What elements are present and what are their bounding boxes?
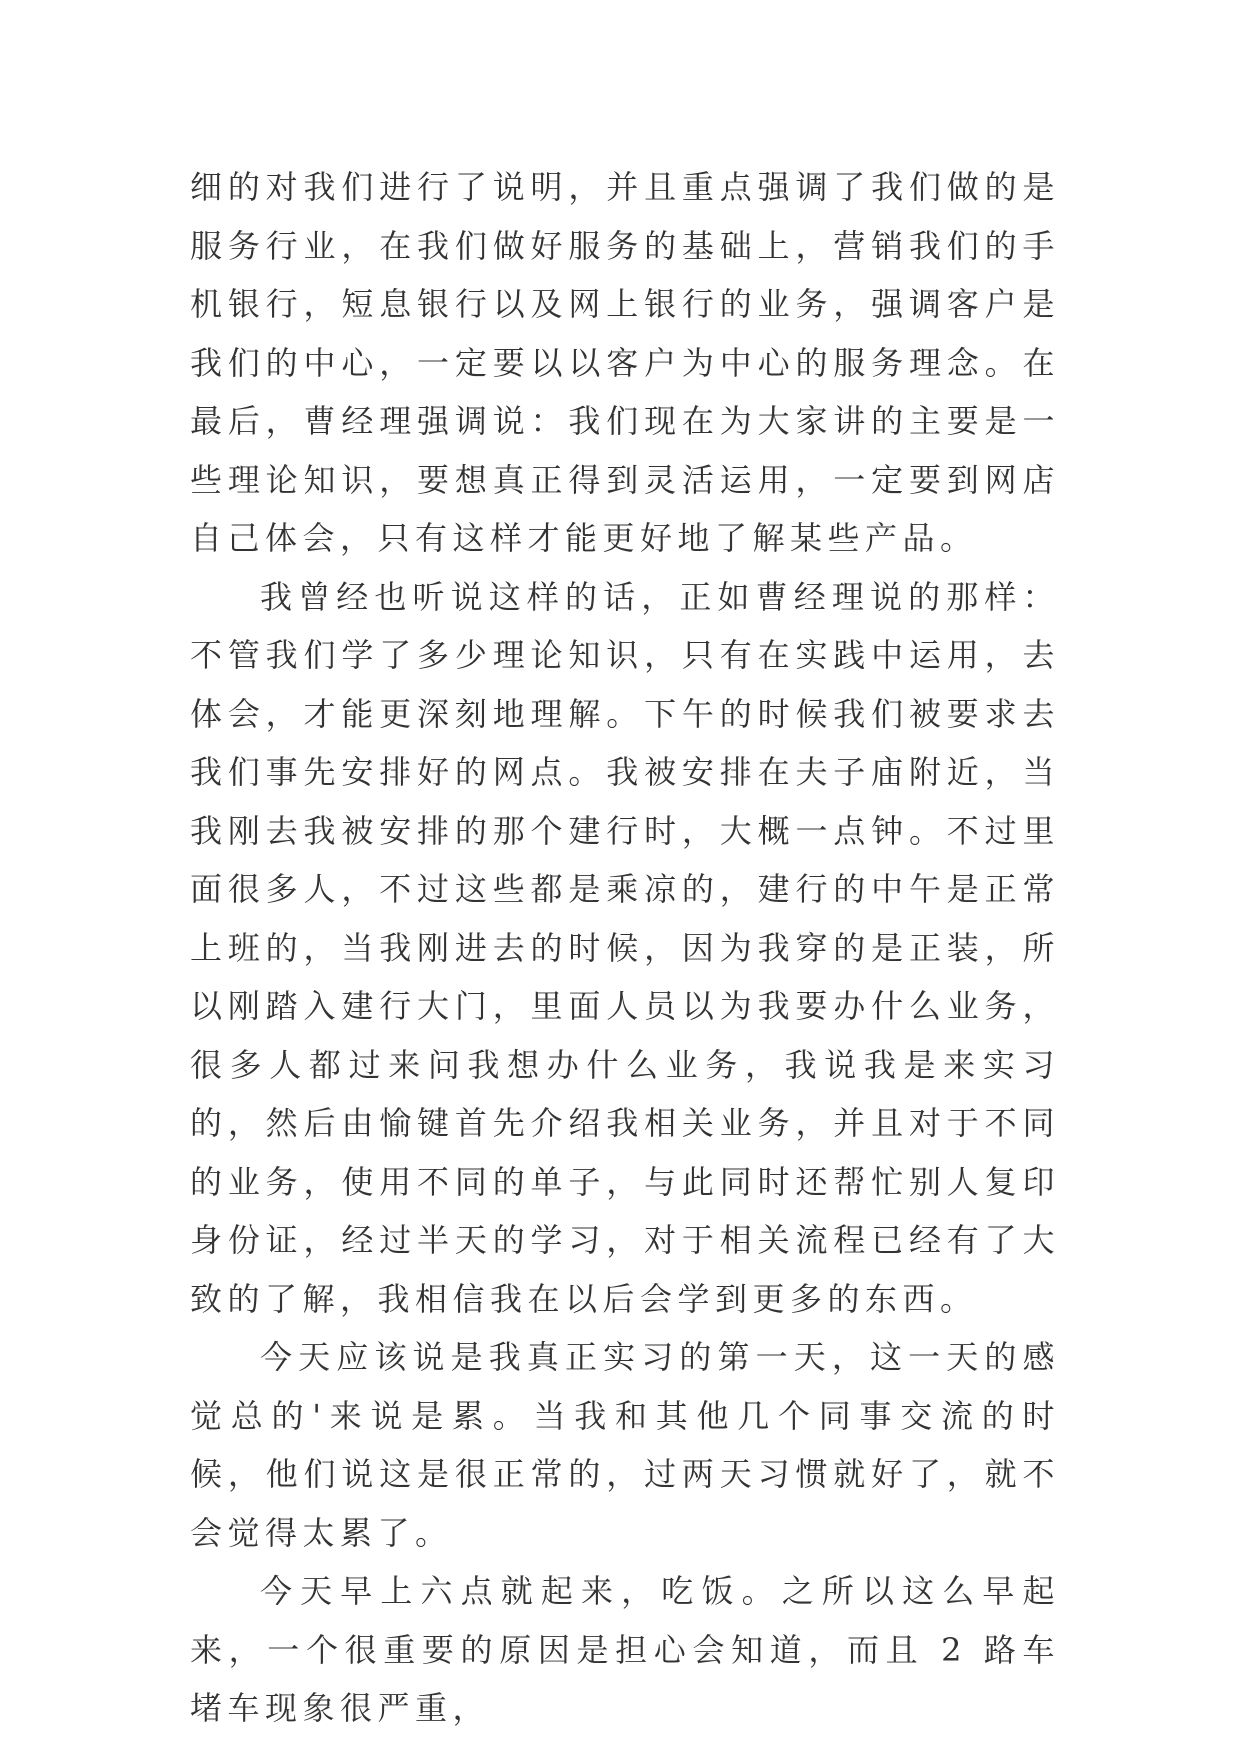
paragraph-3: 今天应该说是我真正实习的第一天，这一天的感觉总的'来说是累。当我和其他几个同事交流的时候，他们说这是很正常的，过两天习惯就好了，就不会觉得太累了。 <box>190 1338 1060 1552</box>
body-text <box>190 158 1060 1738</box>
paragraph-1: 细的对我们进行了说明，并且重点强调了我们做的是服务行业，在我们做好服务的基础上，营销我们的手机银行，短息银行以及网上银行的业务，强调客户是我们的中心，一定要以以客户为中心的服务理念。在最后，曹经理强调说：我们现在为大家讲的主要是一些理论知识，要想真正得到灵活运用，一定要到网店自己体会，只有这样才能更好地了解某些产品。 <box>190 168 1060 557</box>
paragraph-2: 我曾经也听说这样的话，正如曹经理说的那样：不管我们学了多少理论知识，只有在实践中运用，去体会，才能更深刻地理解。下午的时候我们被要求去我们事先安排好的网点。我被安排在夫子庙附近，当我刚去我被安排的那个建行时，大概一点钟。不过里面很多人，不过这些都是乘凉的，建行的中午是正常上班的，当我刚进去的时候，因为我穿的是正装，所以刚踏入建行大门，里面人员以为我要办什么业务，很多人都过来问我想办什么业务，我说我是来实习的，然后由愉键首先介绍我相关业务，并且对于不同的业务，使用不同的单子，与此同时还帮忙别人复印身份证，经过半天的学习，对于相关流程已经有了大致的了解，我相信我在以后会学到更多的东西。 <box>190 577 1060 1318</box>
paragraph-4: 今天早上六点就起来，吃饭。之所以这么早起来，一个很重要的原因是担心会知道，而且 2 路车堵车现象很严重， <box>190 1572 1060 1727</box>
